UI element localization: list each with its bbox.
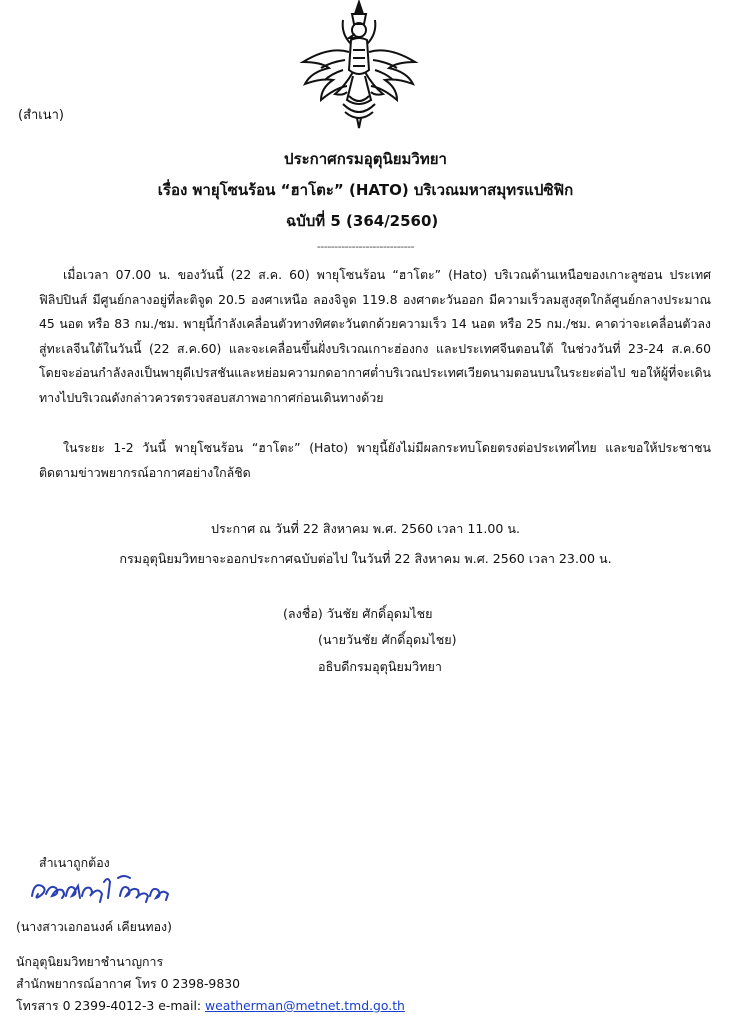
page-title: ประกาศกรมอุตุนิยมวิทยา [284, 150, 447, 168]
fax-email-line [16, 997, 405, 1016]
divider-line: ---------------------------- [316, 240, 415, 253]
email-link[interactable]: weatherman@metnet.tmd.go.th [205, 998, 405, 1013]
body-paragraph-2: ในระยะ 1-2 วันนี้ พายุโซนร้อน “ฮาโตะ” (Hato) พายุนี้ยังไม่มีผลกระทบโดยตรงต่อประเทศไทย และขอให้ประชาชนติดตามข่าวพยากรณ์อากาศอย่างใกล้ชิด [39, 440, 711, 480]
office-phone: สำนักพยากรณ์อากาศ โทร 0 2398-9830 [16, 976, 240, 991]
handwritten-signature [28, 872, 178, 908]
issue-number: ฉบับที่ 5 (364/2560) [286, 212, 439, 230]
document-subject: เรื่อง พายุโซนร้อน “ฮาโตะ” (HATO) บริเวณมหาสมุทรแปซิฟิก [157, 181, 574, 199]
body-paragraph-1: เมื่อเวลา 07.00 น. ของวันนี้ (22 ส.ค. 60) พายุโซนร้อน “ฮาโตะ” (Hato) บริเวณด้านเหนือของเกาะลูซอน ประเทศฟิลิปปินส์ มีศูนย์กลางอยู่ที่ละติจูด 20.5 องศาเหนือ ลองจิจูด 119.8 องศาตะวันออก มีความเร็วลมสูงสุดใกล้ศูนย์กลางประมาณ 45 นอต หรือ 83 กม./ชม. พายุนี้กำลังเคลื่อนตัวทางทิศตะวันตกด้วยความเร็ว 14 นอต หรือ 25 กม./ชม. คาดว่าจะเคลื่อนตัวลงสู่ทะเลจีนใต้ในวันนี้ (22 ส.ค.60) และจะเคลื่อนขึ้นฝั่งบริเวณเกาะฮ่องกง และประเทศจีนตอนใต้ ในช่วงวันที่ 23-24 ส.ค.60 โดยจะอ่อนกำลังลงเป็นพายุดีเปรสชันและหย่อมความกดอากาศต่ำบริเวณประเทศเวียดนามตอนบนในระยะต่อไป ขอให้ผู้ที่จะเดินทางไปบริเวณดังกล่าวควรตรวจสอบสภาพอากาศก่อนเดินทางด้วย [39, 267, 711, 405]
certified-copy-label: สำเนาถูกต้อง [39, 855, 110, 870]
certifier-position: นักอุตุนิยมวิทยาชำนาญการ [16, 954, 164, 969]
signer-name: (นายวันชัย ศักดิ์อุดมไชย) [318, 632, 457, 647]
copy-mark-label: (สำเนา) [18, 108, 65, 123]
certifier-name: (นางสาวเอกอนงค์ เคียนทอง) [16, 919, 172, 934]
garuda-emblem-icon [297, 0, 421, 130]
fax-label: โทรสาร 0 2399-4012-3 e-mail: [16, 998, 205, 1013]
announcement-date: ประกาศ ณ วันที่ 22 สิงหาคม พ.ศ. 2560 เวลา 11.00 น. [210, 521, 521, 536]
next-announcement: กรมอุตุนิยมวิทยาจะออกประกาศฉบับต่อไป ในวันที่ 22 สิงหาคม พ.ศ. 2560 เวลา 23.00 น. [119, 551, 612, 566]
signed-by-line: (ลงชื่อ) วันชัย ศักดิ์อุดมไชย [283, 606, 433, 621]
signer-position: อธิบดีกรมอุตุนิยมวิทยา [318, 659, 442, 674]
